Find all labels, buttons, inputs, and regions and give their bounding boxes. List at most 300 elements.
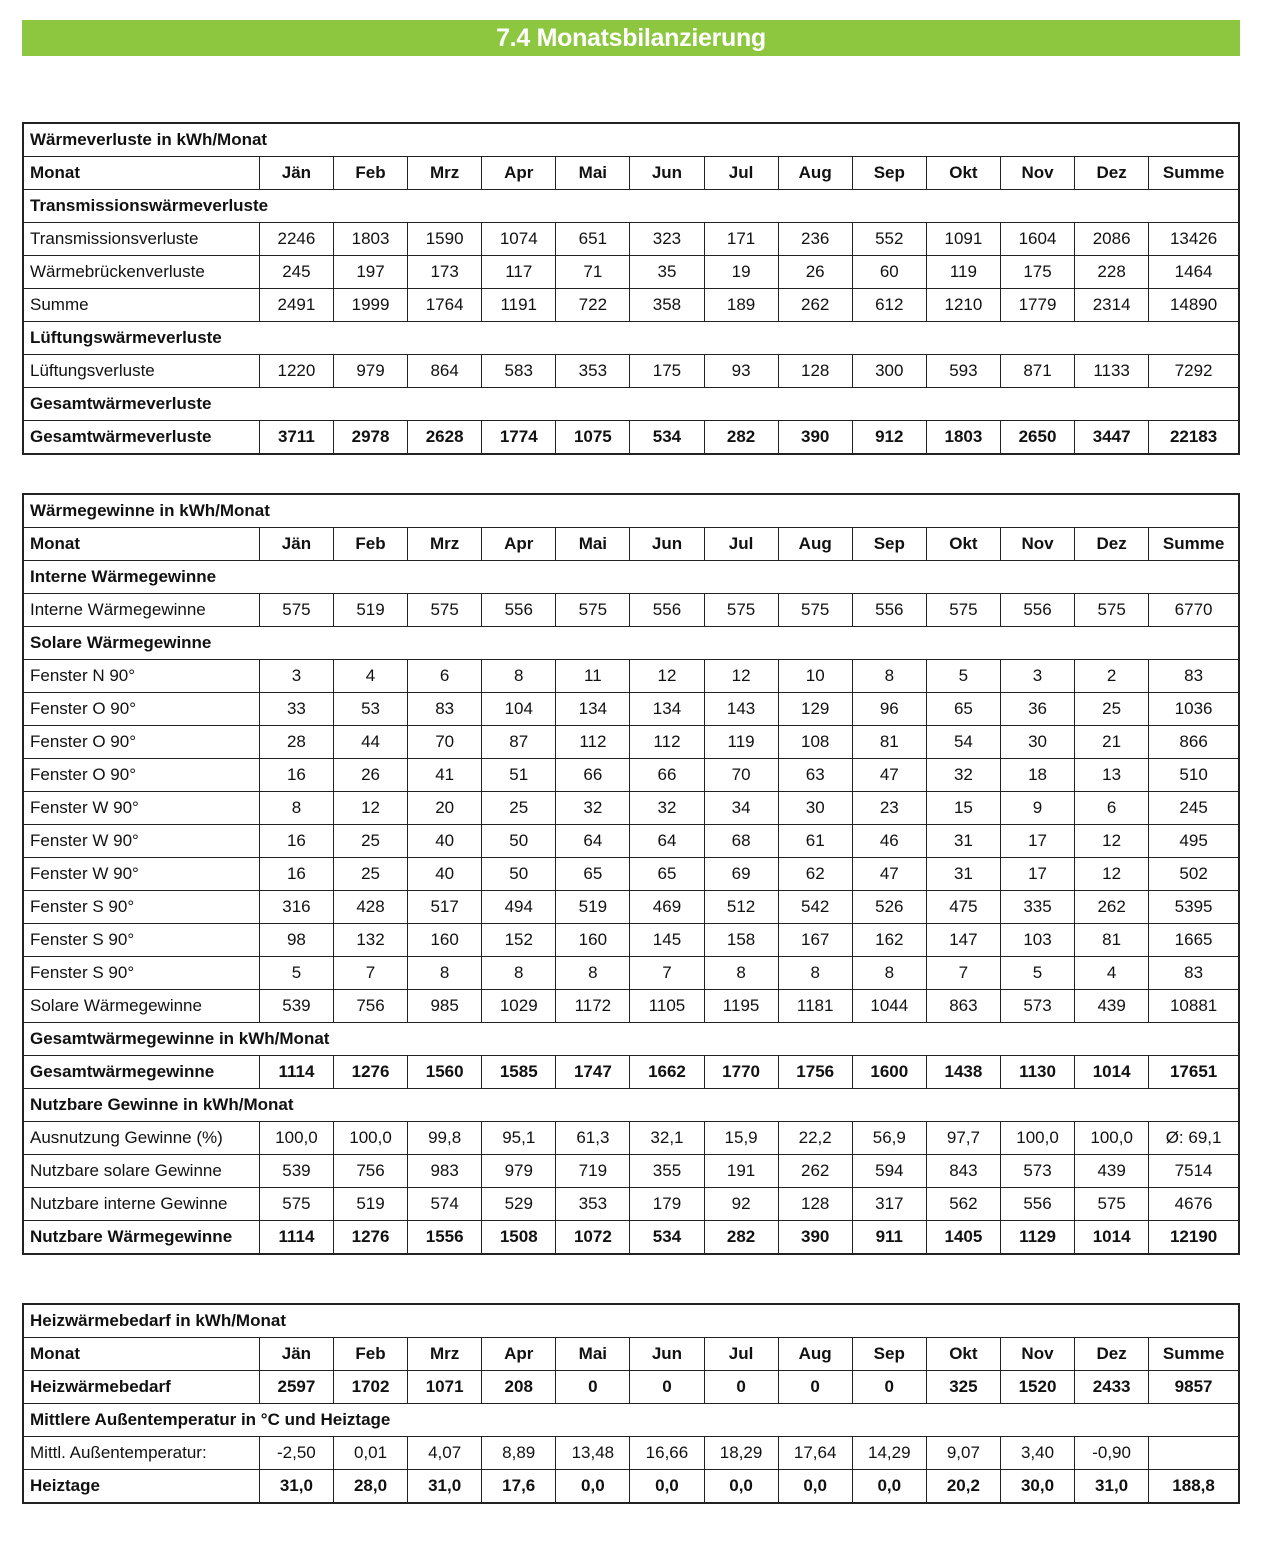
value-cell: 63 bbox=[778, 759, 852, 792]
value-cell: 8 bbox=[259, 792, 333, 825]
section-heading-row bbox=[23, 322, 1239, 355]
value-cell: 983 bbox=[408, 1155, 482, 1188]
value-cell: 95,1 bbox=[482, 1122, 556, 1155]
value-cell: 2 bbox=[1075, 660, 1149, 693]
value-cell: 1779 bbox=[1000, 289, 1074, 322]
value-cell: 5 bbox=[926, 660, 1000, 693]
section-heading: Lüftungswärmeverluste bbox=[23, 322, 1239, 355]
value-cell: 21 bbox=[1075, 726, 1149, 759]
value-cell: 863 bbox=[926, 990, 1000, 1023]
value-cell: 325 bbox=[926, 1371, 1000, 1404]
value-cell: 2628 bbox=[408, 421, 482, 455]
value-cell: 985 bbox=[408, 990, 482, 1023]
value-cell: 47 bbox=[852, 858, 926, 891]
value-cell: 1129 bbox=[1000, 1221, 1074, 1255]
value-cell: 132 bbox=[333, 924, 407, 957]
month-header-cell: Okt bbox=[926, 157, 1000, 190]
value-cell: 542 bbox=[778, 891, 852, 924]
table-row bbox=[23, 990, 1239, 1023]
value-cell: 12 bbox=[630, 660, 704, 693]
value-cell: 574 bbox=[408, 1188, 482, 1221]
value-cell: 100,0 bbox=[1075, 1122, 1149, 1155]
value-cell: 871 bbox=[1000, 355, 1074, 388]
month-header-cell: Okt bbox=[926, 1338, 1000, 1371]
value-cell: 0,0 bbox=[630, 1470, 704, 1504]
value-cell: 575 bbox=[1075, 1188, 1149, 1221]
value-cell: 10 bbox=[778, 660, 852, 693]
value-cell: 0 bbox=[556, 1371, 630, 1404]
month-header-cell: Jul bbox=[704, 1338, 778, 1371]
value-cell: 50 bbox=[482, 858, 556, 891]
value-cell: 575 bbox=[259, 1188, 333, 1221]
value-cell: 282 bbox=[704, 1221, 778, 1255]
value-cell: 719 bbox=[556, 1155, 630, 1188]
value-cell: 12 bbox=[333, 792, 407, 825]
value-cell: 4 bbox=[1075, 957, 1149, 990]
value-cell: 96 bbox=[852, 693, 926, 726]
value-cell: 208 bbox=[482, 1371, 556, 1404]
value-cell: 160 bbox=[408, 924, 482, 957]
value-cell: 65 bbox=[630, 858, 704, 891]
value-cell: 100,0 bbox=[333, 1122, 407, 1155]
value-cell: 8 bbox=[852, 957, 926, 990]
value-cell: 526 bbox=[852, 891, 926, 924]
section-heading-row bbox=[23, 190, 1239, 223]
value-cell: 12190 bbox=[1149, 1221, 1239, 1255]
value-cell: 13 bbox=[1075, 759, 1149, 792]
value-cell: 1770 bbox=[704, 1056, 778, 1089]
value-cell: 556 bbox=[1000, 594, 1074, 627]
value-cell: 31,0 bbox=[259, 1470, 333, 1504]
value-cell: 390 bbox=[778, 421, 852, 455]
value-cell: 1774 bbox=[482, 421, 556, 455]
value-cell: 50 bbox=[482, 825, 556, 858]
value-cell: 134 bbox=[556, 693, 630, 726]
value-cell: 1803 bbox=[926, 421, 1000, 455]
value-cell: 1585 bbox=[482, 1056, 556, 1089]
value-cell: 22183 bbox=[1149, 421, 1239, 455]
value-cell: 28 bbox=[259, 726, 333, 759]
value-cell: 54 bbox=[926, 726, 1000, 759]
value-cell: 36 bbox=[1000, 693, 1074, 726]
section-heading: Interne Wärmegewinne bbox=[23, 561, 1239, 594]
value-cell: 1665 bbox=[1149, 924, 1239, 957]
value-cell: 556 bbox=[852, 594, 926, 627]
section-heading: Gesamtwärmegewinne in kWh/Monat bbox=[23, 1023, 1239, 1056]
value-cell: 60 bbox=[852, 256, 926, 289]
value-cell: 100,0 bbox=[259, 1122, 333, 1155]
value-cell: 1210 bbox=[926, 289, 1000, 322]
section-heading: Nutzbare Gewinne in kWh/Monat bbox=[23, 1089, 1239, 1122]
value-cell: 40 bbox=[408, 858, 482, 891]
value-cell: 1604 bbox=[1000, 223, 1074, 256]
section-heading: Heizwärmebedarf in kWh/Monat bbox=[23, 1304, 1239, 1338]
value-cell: 0 bbox=[630, 1371, 704, 1404]
value-cell: 160 bbox=[556, 924, 630, 957]
table-row bbox=[23, 223, 1239, 256]
value-cell: 162 bbox=[852, 924, 926, 957]
value-cell: 912 bbox=[852, 421, 926, 455]
table-row bbox=[23, 355, 1239, 388]
row-label: Transmissionsverluste bbox=[23, 223, 259, 256]
section-heading-row bbox=[23, 388, 1239, 421]
value-cell: 866 bbox=[1149, 726, 1239, 759]
value-cell: 87 bbox=[482, 726, 556, 759]
month-header-cell: Summe bbox=[1149, 1338, 1239, 1371]
value-cell: 1014 bbox=[1075, 1056, 1149, 1089]
value-cell: Ø: 69,1 bbox=[1149, 1122, 1239, 1155]
value-cell: 573 bbox=[1000, 990, 1074, 1023]
month-header-cell: Dez bbox=[1075, 157, 1149, 190]
value-cell: 99,8 bbox=[408, 1122, 482, 1155]
waermegewinne-table bbox=[22, 493, 1240, 1255]
value-cell: 16 bbox=[259, 858, 333, 891]
value-cell: 26 bbox=[778, 256, 852, 289]
value-cell: 4 bbox=[333, 660, 407, 693]
value-cell: 534 bbox=[630, 1221, 704, 1255]
value-cell: 1438 bbox=[926, 1056, 1000, 1089]
page-title: 7.4 Monatsbilanzierung bbox=[22, 20, 1240, 56]
value-cell: 64 bbox=[630, 825, 704, 858]
table-header-row bbox=[23, 528, 1239, 561]
value-cell: 143 bbox=[704, 693, 778, 726]
value-cell: 32 bbox=[630, 792, 704, 825]
value-cell: 15,9 bbox=[704, 1122, 778, 1155]
value-cell: 2433 bbox=[1075, 1371, 1149, 1404]
row-label: Fenster O 90° bbox=[23, 759, 259, 792]
value-cell: 575 bbox=[926, 594, 1000, 627]
section-heading-row bbox=[23, 627, 1239, 660]
value-cell: 979 bbox=[333, 355, 407, 388]
month-column-label: Monat bbox=[23, 528, 259, 561]
value-cell: 16 bbox=[259, 759, 333, 792]
value-cell: 1464 bbox=[1149, 256, 1239, 289]
value-cell: 1764 bbox=[408, 289, 482, 322]
month-header-cell: Dez bbox=[1075, 528, 1149, 561]
value-cell: 70 bbox=[704, 759, 778, 792]
value-cell: 20 bbox=[408, 792, 482, 825]
value-cell: 188,8 bbox=[1149, 1470, 1239, 1504]
value-cell: 13,48 bbox=[556, 1437, 630, 1470]
heizwaermebedarf-table bbox=[22, 1303, 1240, 1504]
month-header-cell: Jän bbox=[259, 157, 333, 190]
value-cell: 7292 bbox=[1149, 355, 1239, 388]
value-cell: 575 bbox=[1075, 594, 1149, 627]
month-header-cell: Mrz bbox=[408, 157, 482, 190]
value-cell: 1195 bbox=[704, 990, 778, 1023]
value-cell: 17,64 bbox=[778, 1437, 852, 1470]
value-cell: 1191 bbox=[482, 289, 556, 322]
table-row bbox=[23, 957, 1239, 990]
value-cell: 104 bbox=[482, 693, 556, 726]
value-cell: 469 bbox=[630, 891, 704, 924]
value-cell: 10881 bbox=[1149, 990, 1239, 1023]
row-label: Fenster W 90° bbox=[23, 825, 259, 858]
value-cell: 197 bbox=[333, 256, 407, 289]
total-row bbox=[23, 1371, 1239, 1404]
value-cell: 40 bbox=[408, 825, 482, 858]
value-cell: 575 bbox=[259, 594, 333, 627]
value-cell: 1075 bbox=[556, 421, 630, 455]
value-cell: 13426 bbox=[1149, 223, 1239, 256]
table-row bbox=[23, 825, 1239, 858]
value-cell: 71 bbox=[556, 256, 630, 289]
month-header-cell: Jun bbox=[630, 528, 704, 561]
value-cell: 439 bbox=[1075, 990, 1149, 1023]
table-row bbox=[23, 858, 1239, 891]
value-cell: 81 bbox=[1075, 924, 1149, 957]
row-label: Fenster N 90° bbox=[23, 660, 259, 693]
month-header-cell: Mai bbox=[556, 528, 630, 561]
value-cell: 17 bbox=[1000, 825, 1074, 858]
value-cell: 583 bbox=[482, 355, 556, 388]
value-cell: 552 bbox=[852, 223, 926, 256]
value-cell: 47 bbox=[852, 759, 926, 792]
value-cell: 262 bbox=[778, 1155, 852, 1188]
value-cell: 171 bbox=[704, 223, 778, 256]
value-cell: 1276 bbox=[333, 1056, 407, 1089]
value-cell: 756 bbox=[333, 990, 407, 1023]
row-label: Fenster O 90° bbox=[23, 726, 259, 759]
value-cell: 31 bbox=[926, 858, 1000, 891]
value-cell: 134 bbox=[630, 693, 704, 726]
value-cell: 1074 bbox=[482, 223, 556, 256]
month-header-cell: Jän bbox=[259, 528, 333, 561]
month-header-cell: Feb bbox=[333, 1338, 407, 1371]
value-cell: 2597 bbox=[259, 1371, 333, 1404]
value-cell: 245 bbox=[1149, 792, 1239, 825]
value-cell: 30,0 bbox=[1000, 1470, 1074, 1504]
value-cell: 14890 bbox=[1149, 289, 1239, 322]
value-cell: 53 bbox=[333, 693, 407, 726]
value-cell: 510 bbox=[1149, 759, 1239, 792]
value-cell: 12 bbox=[704, 660, 778, 693]
month-header-cell: Jun bbox=[630, 1338, 704, 1371]
section-heading-row bbox=[23, 1089, 1239, 1122]
value-cell: 556 bbox=[630, 594, 704, 627]
row-label: Fenster W 90° bbox=[23, 858, 259, 891]
value-cell: 0,01 bbox=[333, 1437, 407, 1470]
value-cell: 1181 bbox=[778, 990, 852, 1023]
row-label: Lüftungsverluste bbox=[23, 355, 259, 388]
value-cell: 22,2 bbox=[778, 1122, 852, 1155]
value-cell: 70 bbox=[408, 726, 482, 759]
value-cell: 8 bbox=[852, 660, 926, 693]
waermeverluste-table bbox=[22, 122, 1240, 455]
value-cell: 335 bbox=[1000, 891, 1074, 924]
value-cell: 1071 bbox=[408, 1371, 482, 1404]
value-cell: 2314 bbox=[1075, 289, 1149, 322]
month-header-cell: Dez bbox=[1075, 1338, 1149, 1371]
value-cell: 167 bbox=[778, 924, 852, 957]
value-cell: 9857 bbox=[1149, 1371, 1239, 1404]
value-cell: 245 bbox=[259, 256, 333, 289]
value-cell: 843 bbox=[926, 1155, 1000, 1188]
value-cell: 1029 bbox=[482, 990, 556, 1023]
value-cell: 44 bbox=[333, 726, 407, 759]
value-cell: 3 bbox=[1000, 660, 1074, 693]
value-cell: 517 bbox=[408, 891, 482, 924]
value-cell: 539 bbox=[259, 990, 333, 1023]
value-cell: 1276 bbox=[333, 1221, 407, 1255]
value-cell: 1133 bbox=[1075, 355, 1149, 388]
value-cell: 117 bbox=[482, 256, 556, 289]
value-cell: 353 bbox=[556, 355, 630, 388]
value-cell: 3711 bbox=[259, 421, 333, 455]
row-label: Ausnutzung Gewinne (%) bbox=[23, 1122, 259, 1155]
value-cell: 1220 bbox=[259, 355, 333, 388]
total-row bbox=[23, 1221, 1239, 1255]
month-header-cell: Apr bbox=[482, 528, 556, 561]
month-column-label: Monat bbox=[23, 1338, 259, 1371]
value-cell: 316 bbox=[259, 891, 333, 924]
month-header-cell: Summe bbox=[1149, 528, 1239, 561]
value-cell: 594 bbox=[852, 1155, 926, 1188]
value-cell: 1405 bbox=[926, 1221, 1000, 1255]
table-row bbox=[23, 924, 1239, 957]
value-cell: 65 bbox=[926, 693, 1000, 726]
value-cell: 428 bbox=[333, 891, 407, 924]
month-header-cell: Mai bbox=[556, 157, 630, 190]
value-cell: 1114 bbox=[259, 1056, 333, 1089]
value-cell: 100,0 bbox=[1000, 1122, 1074, 1155]
value-cell: 12 bbox=[1075, 858, 1149, 891]
value-cell: 1590 bbox=[408, 223, 482, 256]
value-cell: 575 bbox=[704, 594, 778, 627]
value-cell: 1756 bbox=[778, 1056, 852, 1089]
value-cell: 33 bbox=[259, 693, 333, 726]
value-cell: 112 bbox=[630, 726, 704, 759]
value-cell: 2650 bbox=[1000, 421, 1074, 455]
table-row bbox=[23, 1188, 1239, 1221]
value-cell: 5 bbox=[259, 957, 333, 990]
value-cell: 25 bbox=[333, 858, 407, 891]
value-cell: 66 bbox=[630, 759, 704, 792]
value-cell: 529 bbox=[482, 1188, 556, 1221]
value-cell: 112 bbox=[556, 726, 630, 759]
value-cell: 0,0 bbox=[852, 1470, 926, 1504]
value-cell: 439 bbox=[1075, 1155, 1149, 1188]
value-cell: 18,29 bbox=[704, 1437, 778, 1470]
value-cell: 756 bbox=[333, 1155, 407, 1188]
row-label: Nutzbare Wärmegewinne bbox=[23, 1221, 259, 1255]
value-cell: 16,66 bbox=[630, 1437, 704, 1470]
value-cell: 17 bbox=[1000, 858, 1074, 891]
month-header-cell: Sep bbox=[852, 157, 926, 190]
row-label: Mittl. Außentemperatur: bbox=[23, 1437, 259, 1470]
value-cell: 35 bbox=[630, 256, 704, 289]
month-header-cell: Aug bbox=[778, 528, 852, 561]
value-cell: 0 bbox=[778, 1371, 852, 1404]
value-cell: 31,0 bbox=[1075, 1470, 1149, 1504]
value-cell: 1702 bbox=[333, 1371, 407, 1404]
value-cell: 575 bbox=[408, 594, 482, 627]
month-header-cell: Feb bbox=[333, 528, 407, 561]
value-cell: 1556 bbox=[408, 1221, 482, 1255]
value-cell: 539 bbox=[259, 1155, 333, 1188]
value-cell: 19 bbox=[704, 256, 778, 289]
value-cell: -0,90 bbox=[1075, 1437, 1149, 1470]
row-label: Fenster W 90° bbox=[23, 792, 259, 825]
value-cell: 97,7 bbox=[926, 1122, 1000, 1155]
value-cell: 103 bbox=[1000, 924, 1074, 957]
value-cell: 1172 bbox=[556, 990, 630, 1023]
value-cell: 8 bbox=[482, 660, 556, 693]
table-row bbox=[23, 759, 1239, 792]
row-label: Heiztage bbox=[23, 1470, 259, 1504]
value-cell: 1044 bbox=[852, 990, 926, 1023]
value-cell: 262 bbox=[1075, 891, 1149, 924]
value-cell: 17,6 bbox=[482, 1470, 556, 1504]
value-cell: 51 bbox=[482, 759, 556, 792]
value-cell: 1508 bbox=[482, 1221, 556, 1255]
value-cell: 6770 bbox=[1149, 594, 1239, 627]
table-row bbox=[23, 289, 1239, 322]
value-cell: 26 bbox=[333, 759, 407, 792]
value-cell: 7514 bbox=[1149, 1155, 1239, 1188]
value-cell: 236 bbox=[778, 223, 852, 256]
table-row bbox=[23, 726, 1239, 759]
table-row bbox=[23, 891, 1239, 924]
value-cell: 390 bbox=[778, 1221, 852, 1255]
value-cell: 1072 bbox=[556, 1221, 630, 1255]
value-cell: 69 bbox=[704, 858, 778, 891]
value-cell: 0,0 bbox=[778, 1470, 852, 1504]
value-cell: 575 bbox=[556, 594, 630, 627]
row-label: Heizwärmebedarf bbox=[23, 1371, 259, 1404]
value-cell: 30 bbox=[1000, 726, 1074, 759]
value-cell: 323 bbox=[630, 223, 704, 256]
value-cell: 64 bbox=[556, 825, 630, 858]
value-cell: 1600 bbox=[852, 1056, 926, 1089]
total-row bbox=[23, 1056, 1239, 1089]
value-cell: 175 bbox=[630, 355, 704, 388]
month-column-label: Monat bbox=[23, 157, 259, 190]
value-cell: 189 bbox=[704, 289, 778, 322]
month-header-cell: Aug bbox=[778, 1338, 852, 1371]
value-cell: 8 bbox=[778, 957, 852, 990]
value-cell: 4676 bbox=[1149, 1188, 1239, 1221]
section-heading: Solare Wärmegewinne bbox=[23, 627, 1239, 660]
value-cell: 145 bbox=[630, 924, 704, 957]
month-header-cell: Apr bbox=[482, 1338, 556, 1371]
month-header-cell: Summe bbox=[1149, 157, 1239, 190]
value-cell: 1014 bbox=[1075, 1221, 1149, 1255]
value-cell: 34 bbox=[704, 792, 778, 825]
section-heading-row bbox=[23, 1404, 1239, 1437]
value-cell: 12 bbox=[1075, 825, 1149, 858]
table-header-row bbox=[23, 157, 1239, 190]
month-header-cell: Nov bbox=[1000, 528, 1074, 561]
table-row bbox=[23, 693, 1239, 726]
value-cell: 129 bbox=[778, 693, 852, 726]
value-cell: 18 bbox=[1000, 759, 1074, 792]
table-row bbox=[23, 594, 1239, 627]
value-cell: 1105 bbox=[630, 990, 704, 1023]
value-cell: 108 bbox=[778, 726, 852, 759]
month-header-cell: Nov bbox=[1000, 157, 1074, 190]
month-header-cell: Sep bbox=[852, 528, 926, 561]
value-cell: 15 bbox=[926, 792, 1000, 825]
value-cell: 25 bbox=[1075, 693, 1149, 726]
value-cell: 0 bbox=[704, 1371, 778, 1404]
value-cell: 191 bbox=[704, 1155, 778, 1188]
section-heading-row bbox=[23, 1023, 1239, 1056]
value-cell: 5 bbox=[1000, 957, 1074, 990]
row-label: Wärmebrückenverluste bbox=[23, 256, 259, 289]
value-cell: 8,89 bbox=[482, 1437, 556, 1470]
section-heading-row bbox=[23, 123, 1239, 157]
